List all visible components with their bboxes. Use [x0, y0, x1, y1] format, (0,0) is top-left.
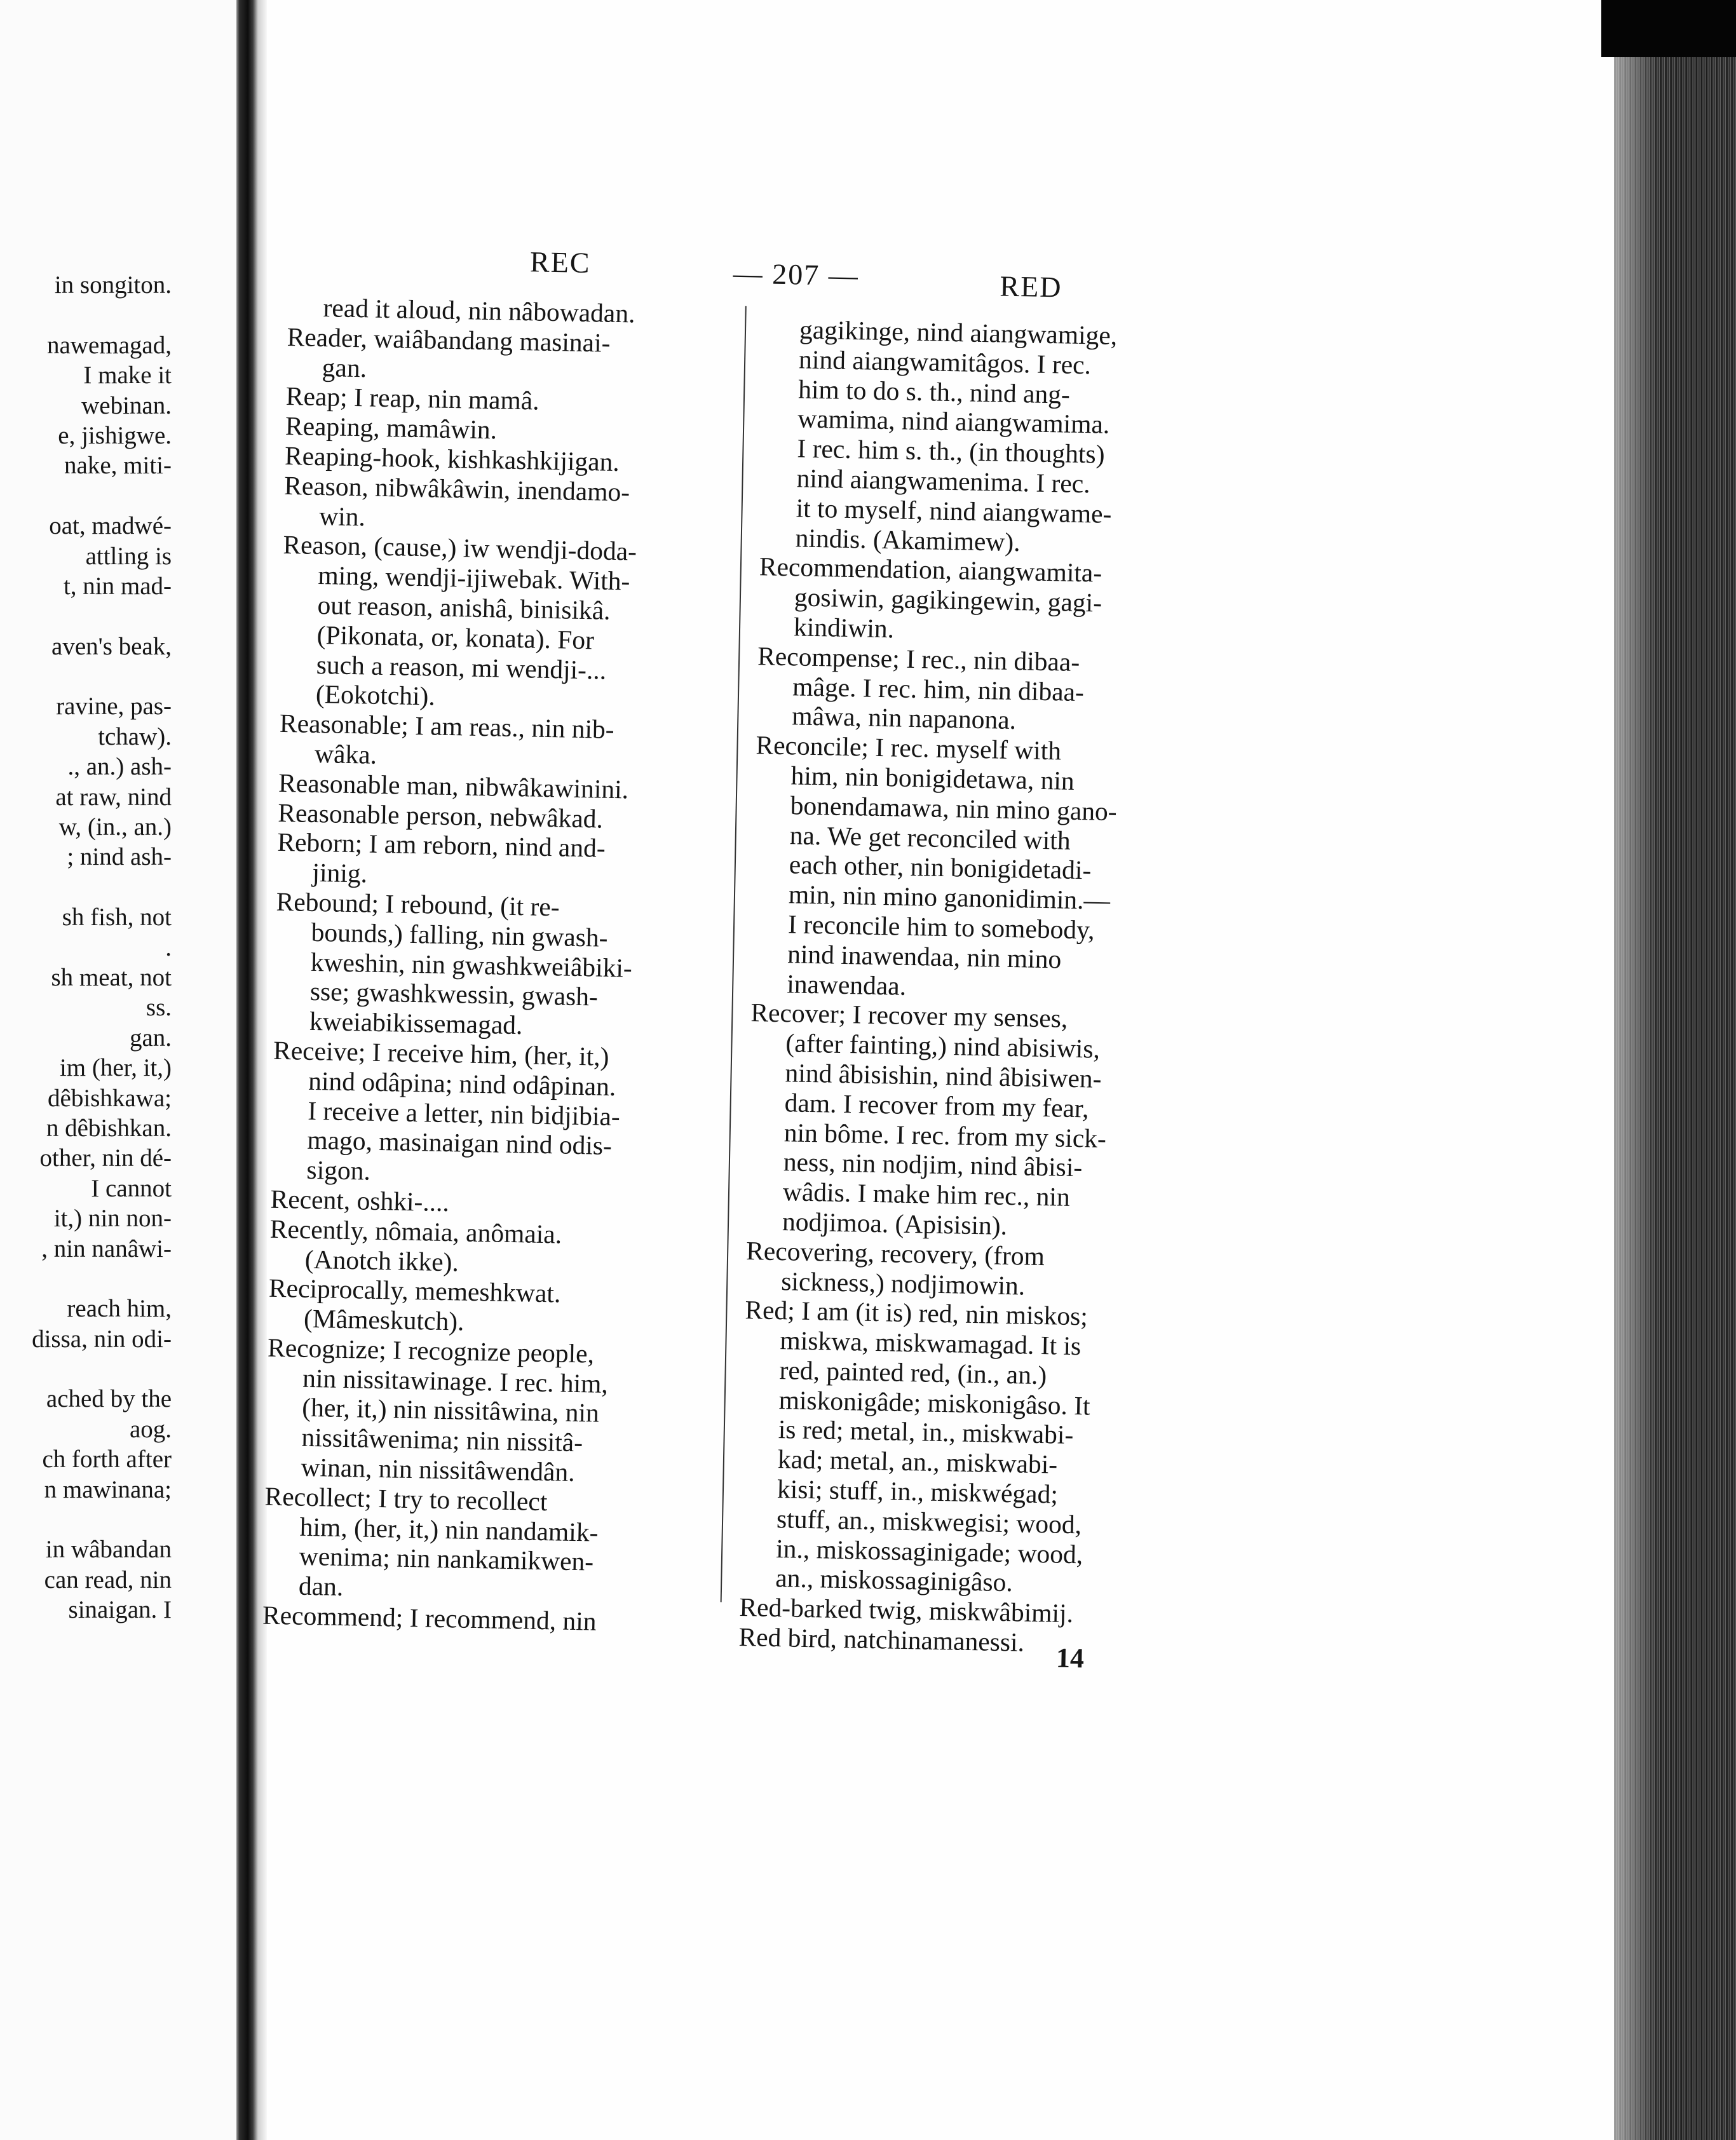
dictionary-entry-line: dam. I recover from my fear, [784, 1087, 1089, 1123]
dictionary-entry-line: is red; metal, in., miskwabi- [778, 1414, 1074, 1450]
facing-page-line [0, 300, 172, 330]
dictionary-entry-line: Reason, (cause,) iw wendji-doda- [283, 530, 637, 566]
dictionary-entry-line: Reciprocally, memeshkwat. [268, 1273, 561, 1308]
facing-page-line: I make it [83, 362, 172, 389]
running-head-left: REC [529, 245, 592, 280]
dictionary-entry-line: I reconcile him to somebody, [787, 909, 1095, 945]
facing-page-line: . [165, 933, 172, 961]
dictionary-entry-line: wamima, nind aiangwamima. [797, 403, 1110, 440]
dictionary-entry-line: Recommend; I recommend, nin [262, 1600, 597, 1636]
dictionary-entry-line: Recent, oshki-.... [270, 1184, 450, 1217]
page-content [261, 229, 1216, 1727]
facing-page-line: can read, nin [44, 1566, 172, 1594]
facing-page-line: aog. [129, 1415, 172, 1443]
page-number: — 207 — [733, 257, 860, 292]
facing-page-line: t, nin mad- [63, 572, 172, 600]
facing-page-line: aven's beak, [51, 632, 172, 660]
dictionary-entry-line: ness, nin nodjim, nind âbisi- [783, 1147, 1083, 1182]
dictionary-entry-line: mâwa, nin napanona. [791, 701, 1017, 735]
facing-page-line [0, 872, 172, 902]
dictionary-entry-line: nind aiangwamenima. I rec. [796, 463, 1091, 499]
facing-page-line [0, 1264, 172, 1294]
dictionary-entry-line: (her, it,) nin nissitâwina, nin [301, 1393, 600, 1428]
dictionary-entry-line: sigon. [306, 1155, 371, 1186]
dictionary-entry-line: (after fainting,) nind abisiwis, [785, 1028, 1101, 1064]
dictionary-entry-line: sickness,) nodjimowin. [780, 1266, 1026, 1301]
dictionary-entry-line: gosiwin, gagikingewin, gagi- [794, 582, 1102, 618]
dictionary-entry-line: Reasonable person, nebwâkad. [277, 797, 604, 834]
dictionary-entry-line: I rec. him s. th., (in thoughts) [797, 433, 1105, 469]
dictionary-entry-line: such a reason, mi wendji-... [316, 649, 607, 685]
dictionary-entry-line: nind aiangwamitâgos. I rec. [798, 344, 1092, 380]
book-gutter [236, 0, 267, 2140]
dictionary-entry-line: Recently, nômaia, anômaia. [269, 1214, 562, 1249]
dictionary-entry-line: Red; I am (it is) red, nin miskos; [745, 1295, 1088, 1331]
dictionary-entry-line: an., miskossaginigâso. [775, 1563, 1014, 1597]
facing-page-line: nake, miti- [64, 452, 172, 480]
entry-column-right [738, 314, 1202, 1660]
dictionary-entry-line: nissitâwenima; nin nissitâ- [301, 1423, 583, 1458]
dictionary-entry-line: nind inawendaa, nin mino [787, 939, 1062, 974]
dictionary-entry-line: Recommendation, aiangwamita- [759, 552, 1102, 588]
facing-page-line: n mawinana; [44, 1475, 172, 1503]
dictionary-entry-line: gan. [322, 352, 367, 383]
dictionary-entry-line: nindis. (Akamimew). [795, 522, 1021, 557]
dictionary-entry-line: sse; gwashkwessin, gwash- [309, 977, 599, 1012]
dictionary-entry-line: nin nissitawinage. I rec. him, [302, 1363, 609, 1398]
dictionary-entry-line: (Anotch ikke). [304, 1244, 459, 1277]
dictionary-entry-line: nind âbisishin, nind âbisiwen- [785, 1058, 1102, 1094]
dictionary-entry-line: Red bird, natchinamanessi. [738, 1622, 1025, 1657]
dictionary-entry-line: wâdis. I make him rec., nin [782, 1177, 1071, 1212]
facing-page-text [0, 270, 172, 1625]
dictionary-entry-line: Recollect; I try to recollect [264, 1481, 548, 1517]
dictionary-entry-line: dan. [298, 1571, 344, 1602]
dictionary-entry-line: min, nin mino ganonidimin.— [788, 879, 1111, 916]
page-edges-stack [1614, 0, 1736, 2140]
facing-page-line [0, 481, 172, 511]
dictionary-entry-line: wenima; nin nankamikwen- [299, 1541, 594, 1577]
dictionary-entry-line: (Pikonata, or, konata). For [316, 620, 595, 655]
dictionary-entry-line: ming, wendji-ijiwebak. With- [318, 560, 630, 596]
dictionary-entry-line: I receive a letter, nin bidjibia- [307, 1095, 621, 1131]
facing-page-line: webinan. [81, 391, 172, 419]
dictionary-entry-line: Rebound; I rebound, (it re- [276, 886, 560, 922]
dictionary-entry-line: him to do s. th., nind ang- [797, 374, 1071, 409]
facing-page-line: ached by the [46, 1385, 172, 1413]
facing-page-line: oat, madwé- [49, 512, 172, 540]
facing-page-line: dêbishkawa; [48, 1084, 172, 1112]
facing-page-line: gan. [129, 1024, 172, 1052]
facing-page-line: in songiton. [54, 271, 172, 299]
facing-page-line: tchaw). [98, 722, 172, 750]
facing-page-line [0, 1354, 172, 1384]
facing-page-line: im (her, it,) [59, 1054, 172, 1082]
dictionary-entry-line: win. [318, 501, 366, 531]
dictionary-entry-line: Reaping, mamâwin. [285, 411, 498, 445]
dictionary-entry-line: nin bôme. I rec. from my sick- [783, 1117, 1107, 1153]
facing-page-line: ., an.) ash- [67, 753, 172, 781]
dictionary-entry-line: (Mâmeskutch). [303, 1303, 465, 1336]
facing-page-line: other, nin dé- [39, 1144, 172, 1172]
facing-page-line: nawemagad, [47, 331, 172, 359]
dictionary-entry-line: gagikinge, nind aiangwamige, [799, 315, 1118, 351]
dictionary-entry-line: out reason, anishâ, binisikâ. [317, 590, 611, 625]
dictionary-entry-line: Reasonable; I am reas., nin nib- [279, 708, 615, 745]
dictionary-entry-line: Red-barked twig, miskwâbimij. [739, 1592, 1074, 1629]
dictionary-entry-line: miskonigâde; miskonigâso. It [778, 1385, 1091, 1421]
dictionary-entry-line: Reader, waiâbandang masinai- [287, 322, 611, 358]
dictionary-entry-line: Recompense; I rec., nin dibaa- [757, 641, 1080, 677]
dictionary-entry-line: Reborn; I am reborn, nind and- [277, 827, 606, 863]
facing-page-line: dissa, nin odi- [32, 1325, 172, 1353]
dictionary-entry-line: inawendaa. [786, 968, 907, 1001]
dictionary-entry-line: Recognize; I recognize people, [267, 1332, 595, 1369]
entry-column-left [262, 292, 726, 1639]
dictionary-entry-line: kweiabikissemagad. [309, 1006, 523, 1040]
facing-page-line: at raw, nind [55, 783, 172, 811]
dictionary-entry-line: in., miskossaginigade; wood, [775, 1533, 1083, 1569]
dictionary-entry-line: Reaping-hook, kishkashkijigan. [284, 440, 620, 477]
facing-page-line: n dêbishkan. [46, 1114, 172, 1142]
dictionary-entry-line: miskwa, miskwamagad. It is [780, 1325, 1082, 1361]
dictionary-entry-line: kad; metal, an., miskwabi- [777, 1444, 1058, 1479]
facing-page-line: w, (in., an.) [58, 813, 172, 841]
dictionary-entry-line: kweshin, nin gwashkweiâbiki- [310, 947, 633, 983]
running-head-right: RED [999, 269, 1062, 304]
facing-page-line: sh fish, not [62, 904, 172, 931]
dictionary-entry-line: kindiwin. [793, 612, 895, 644]
dictionary-entry-line: nind odâpina; nind odâpinan. [308, 1066, 616, 1101]
facing-page-line: sh meat, not [51, 963, 172, 991]
dictionary-entry-line: (Eokotchi). [315, 679, 436, 711]
dictionary-entry-line: him, (her, it,) nin nandamik- [299, 1512, 599, 1547]
facing-page-line: e, jishigwe. [58, 421, 172, 449]
dictionary-entry-line: him, nin bonigidetawa, nin [790, 761, 1075, 796]
facing-page-line: ss. [146, 994, 172, 1022]
dictionary-entry-line: stuff, an., miskwegisi; wood, [776, 1503, 1082, 1540]
dictionary-entry-line: each other, nin bonigidetadi- [789, 850, 1092, 885]
dictionary-entry-line: bonendamawa, nin mino gano- [790, 790, 1118, 826]
facing-page-line: ; nind ash- [67, 843, 172, 871]
facing-page-line [0, 1505, 172, 1534]
dictionary-entry-line: wâka. [314, 738, 377, 769]
facing-page-line: attling is [85, 542, 172, 570]
facing-page-line [0, 601, 172, 631]
dictionary-entry-line: read it aloud, nin nâbowadan. [323, 293, 635, 328]
dictionary-entry-line: red, painted red, (in., an.) [779, 1355, 1047, 1390]
facing-page-line: ravine, pas- [56, 693, 172, 721]
facing-page-line: , nin nanâwi- [41, 1235, 172, 1263]
dictionary-entry-line: kisi; stuff, in., miskwégad; [776, 1474, 1059, 1509]
facing-page-line: reach him, [67, 1295, 172, 1323]
dictionary-entry-line: Receive; I receive him, (her, it,) [273, 1035, 609, 1071]
dictionary-entry-line: mâge. I rec. him, nin dibaa- [792, 671, 1085, 707]
facing-page-line: it,) nin non- [53, 1205, 172, 1233]
facing-page-line: sinaigan. I [68, 1596, 172, 1624]
signature-mark: 14 [1055, 1642, 1085, 1674]
facing-page-line: in wâbandan [45, 1536, 172, 1564]
dictionary-entry-line: na. We get reconciled with [789, 820, 1071, 855]
dictionary-entry-line: Reason, nibwâkâwin, inendamo- [283, 470, 630, 507]
dictionary-entry-line: mago, masinaigan nind odis- [307, 1125, 613, 1161]
facing-page-line: ch forth after [42, 1446, 172, 1473]
dictionary-entry-line: winan, nin nissitâwendân. [301, 1452, 576, 1487]
facing-page-left [0, 0, 236, 2140]
facing-page-line [0, 661, 172, 691]
dictionary-entry-line: jinig. [312, 858, 368, 888]
dictionary-entry-line: nodjimoa. (Apisisin). [782, 1207, 1008, 1240]
dictionary-entry-line: Reap; I reap, nin mamâ. [285, 381, 540, 416]
dictionary-entry-line: Reasonable man, nibwâkawinini. [278, 768, 629, 804]
dictionary-entry-line: Reconcile; I rec. myself with [756, 730, 1062, 766]
facing-page-line: I cannot [91, 1174, 172, 1202]
dictionary-entry-line: Recovering, recovery, (from [745, 1235, 1045, 1271]
dictionary-entry-line: it to myself, nind aiangwame- [796, 493, 1112, 529]
dictionary-entry-line: bounds,) falling, nin gwash- [311, 917, 608, 952]
dictionary-entry-line: Recover; I recover my senses, [750, 998, 1068, 1034]
